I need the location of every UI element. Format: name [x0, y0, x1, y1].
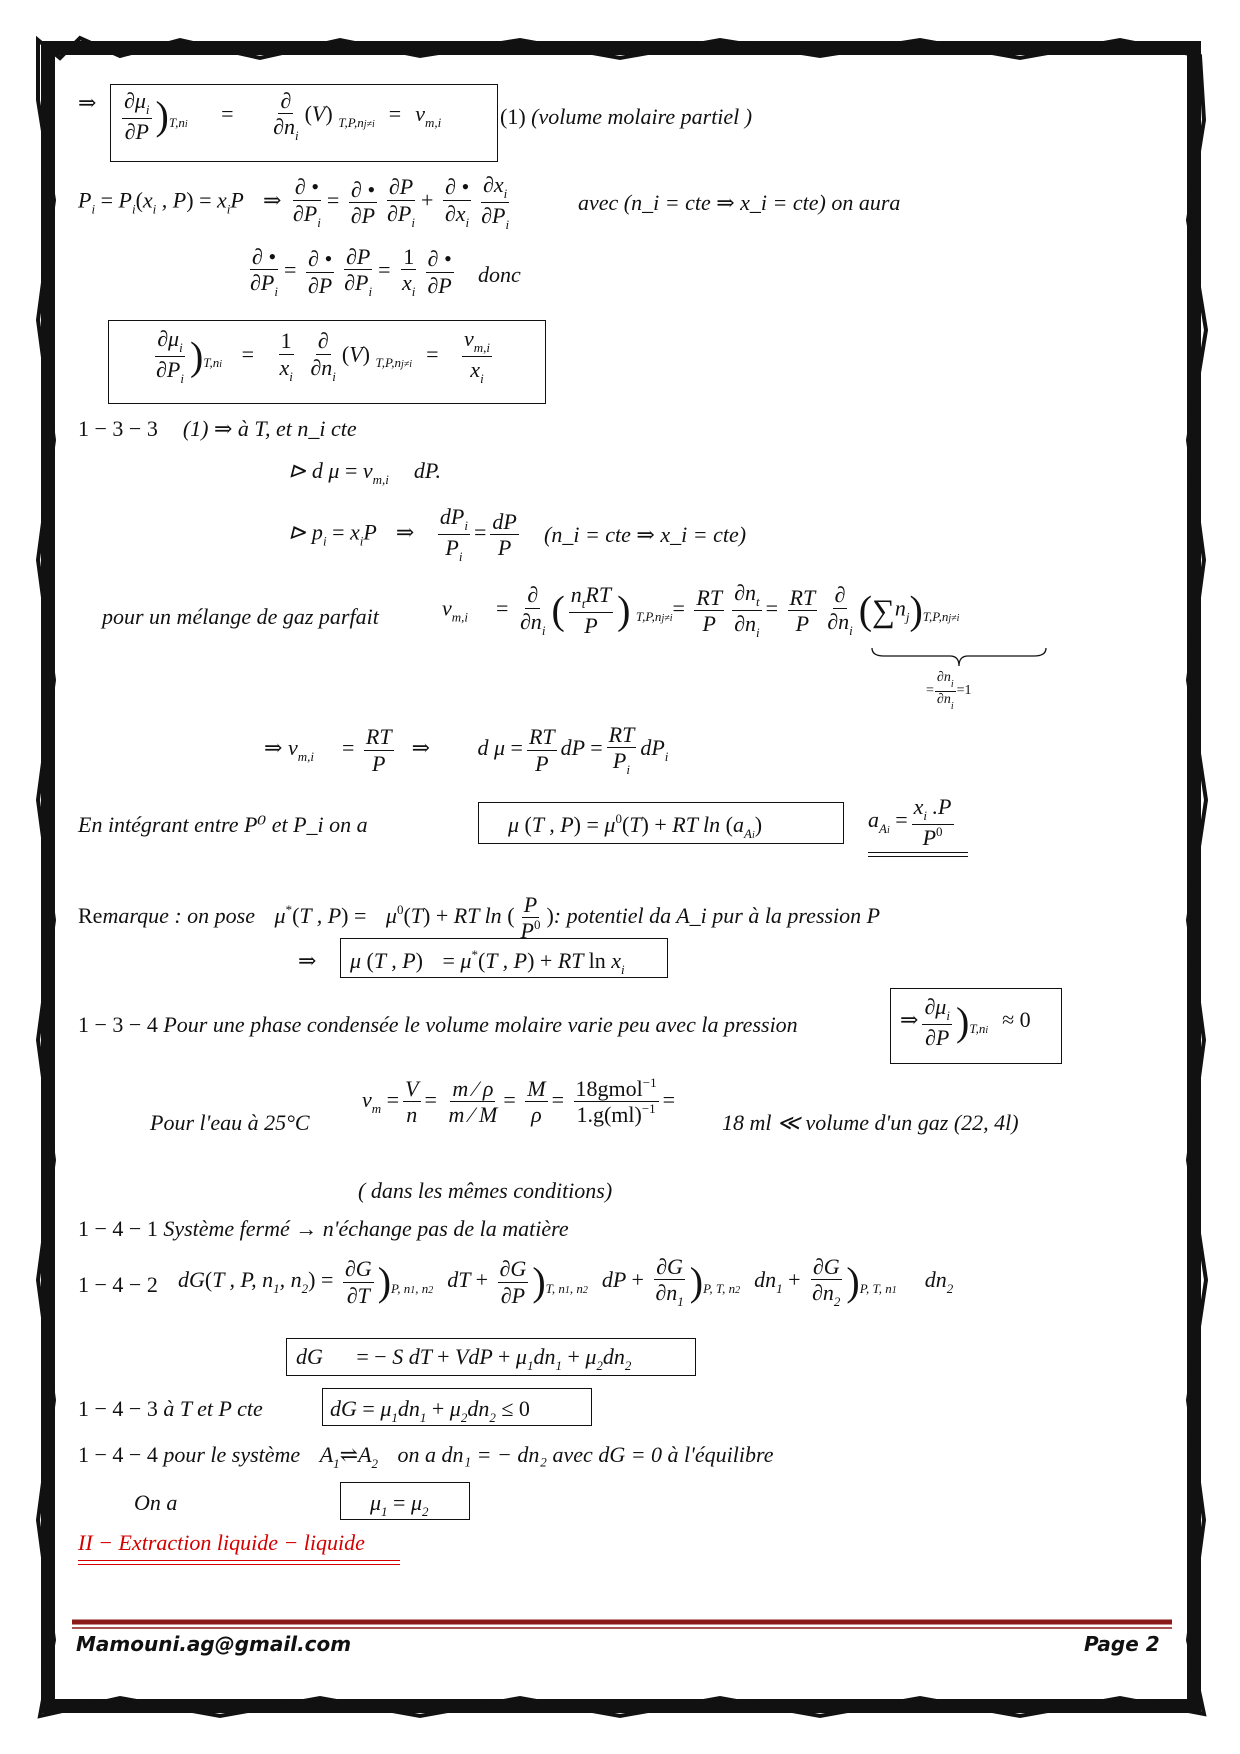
- section-1-4-1-number: 1 − 4 − 1: [78, 1216, 158, 1241]
- section-1-3-4-text: Pour une phase condensée le volume molaire varie peu avec la pression: [163, 1012, 798, 1037]
- water-conditions: ( dans les mêmes conditions): [358, 1178, 613, 1203]
- activity-underline-1: [868, 852, 968, 853]
- equation-dG: dG = − S dT + VdP + $\mu_1dn_1 + \mu_2dn_2$: [296, 1344, 632, 1373]
- remark-text: marque : on pose: [102, 902, 256, 928]
- section-1-3-4-number: 1 − 3 − 4: [78, 1012, 158, 1037]
- section-II-underline-2: [78, 1564, 400, 1565]
- ideal-gas-label: pour un mélange de gaz parfait: [102, 604, 379, 629]
- section-1-4-3-text: à T et P cte: [163, 1396, 263, 1421]
- equation-vm-RT-P: ⇒ $v_{m,i}$ = $\frac{RT}{P}$ ⇒ d μ = $\frac{RT}{P}$ dP = $\frac{RT}{P_i}$ $dP_i$: [264, 722, 669, 778]
- integrating-text: En intégrant entre P⁰ et P_i on a: [78, 812, 368, 837]
- equation-dmu-dPi: $\frac{\partial\mu_i}{\partial P_i}$ )$_{T,ni}$ = $\frac{1}{x_i}$ $\frac{\partial}{\partial n_i}$ (V) $_{T,P,nj\ne i}$ = $\frac{v_{m,i}}{x_i}$: [156, 326, 490, 386]
- on-a-label: On a: [134, 1490, 178, 1515]
- section-1-3-4: [78, 1014, 798, 1036]
- footer-email: Mamouni.ag@gmail.com: [76, 1632, 352, 1656]
- section-1-4-1: [78, 1218, 569, 1240]
- equation-dG-le-0: dG = $\mu_1dn_1 + \mu_2dn_2 \le 0$: [330, 1396, 530, 1425]
- equation-dPi-Pi: ⊳ $p_i = x_iP$ ⇒ $\frac{dP_i}{P_i}$ = $\frac{dP}{P}$: [288, 504, 517, 564]
- section-1-3-3-number: 1 − 3 − 3: [78, 416, 158, 441]
- arrow-mu-star: ⇒: [298, 948, 317, 973]
- section-1-4-4-tail: on a dn₁ = − dn₂ avec dG = 0 à l'équilibre: [397, 1442, 774, 1467]
- section-1-4-2-number: 1 − 4 − 2: [78, 1272, 158, 1297]
- water-value: 18 ml ≪ volume d'un gaz (22, 4l): [722, 1110, 1019, 1135]
- sec-1-3-3-condition: (n_i = cte ⇒ x_i = cte): [544, 522, 747, 547]
- underbrace: [870, 646, 1048, 668]
- underbrace-note: = $\frac{\partial n_i}{\partial n_i}$ =1: [926, 670, 972, 712]
- equation-derivative-chain: $\frac{\partial •}{\partial P_i}$ = $\frac{\partial •}{\partial P}$ $\frac{\partial P}{\partial P_i}$ = $\frac{1}{x_i}$ $\frac{\partial •}{\partial P}$: [250, 244, 452, 300]
- remark-lead: Re: [78, 902, 103, 928]
- eq1-content: $\frac{\partial\mu_i}{\partial P}$ )$_{T,ni}$ = $\frac{\partial}{\partial n_i}$ (V) $_{T,P,nj\ne i} = v_{m,i}$: [124, 88, 442, 144]
- section-II-underline-1: [78, 1560, 400, 1561]
- equation-dG-total: dG(T , P, $n_1$, $n_2$) = $\frac{\partial G}{\partial T}$ )$_{P, n1, n2}$ dT + $\frac{\partial G}{\partial P}$ )$_{T, n1, n2}$ dP + $\frac{\partial G}{\partial n_1}$ )$_{P, T, n2}$ $dn_1$ + $\frac{\partial G}{\partial n_2}$ )$_{P, T, n1}$ $dn_2$: [178, 1254, 954, 1310]
- section-1-4-4-number: 1 − 4 − 4: [78, 1442, 158, 1467]
- equation-water-vm: $v_m$ = $\frac{V}{n}$ = $\frac{m ⁄ \rho}{m ⁄ M}$ = $\frac{M}{\rho}$ = $\frac{18gmol^{-1}}{1.g(ml)^{-1}}$ =: [362, 1075, 676, 1128]
- equation-dmu-vm-dP: ⊳ d $\mu = v_{m,i}$ dP.: [288, 458, 442, 487]
- equation-ideal-gas-vm: $v_{m,i}$ = $\frac{\partial}{\partial n_i}$ ( $\frac{n_tRT}{P}$ ) $_{T,P,nj\ne i}$= $\frac{RT}{P}$ $\frac{\partial n_t}{\partial n_i}$ = $\frac{RT}{P}$ $\frac{\partial}{\partial n_i}$ $(\sum n_j)_{T,P,nj\ne i}$: [442, 580, 960, 640]
- eq2-text: avec (n_i = cte ⇒ x_i = cte) on aura: [578, 190, 901, 215]
- section-1-4-4: 1 − 4 − 4 pour le système $A_1\rightleftharpoons A_2$ on a dn₁ = − dn₂ avec dG = 0 à l'équilibre: [78, 1442, 774, 1471]
- section-1-4-1-text: Système fermé → n'échange pas de la matière: [163, 1216, 569, 1241]
- section-1-4-3: [78, 1398, 263, 1420]
- section-1-3-3: [78, 418, 357, 440]
- footer-page-number: Page 2: [1084, 1632, 1160, 1656]
- section-II-title: II − Extraction liquide − liquide: [78, 1530, 365, 1555]
- remark-line: Remarque : on pose μ*(T , $P) = \mu^0(T)$ + RT ln ( $\frac{P}{P^0}$ ): potentiel da A_i pur à la pression P: [78, 892, 881, 944]
- equation-mu-star: μ (T , P) = μ*(T , P) + RT $\ln x_i$: [350, 947, 625, 977]
- equation-partial-pressure: $P_i = P_i(x_i$ , $P) = x_iP$ ⇒ $\frac{\partial •}{\partial P_i}$ = $\frac{\partial •}{\partial P}$ $\frac{\partial P}{\partial P_i}$ + $\frac{\partial •}{\partial x_i}$ $\frac{\partial x_i}{\partial P_i}$: [78, 172, 510, 232]
- remark-tail: : potentiel da A_i pur à la pression P: [553, 902, 881, 928]
- eq1-comment: (volume molaire partiel ): [531, 104, 753, 129]
- equation-condensed-phase: ⇒ $\frac{\partial\mu_i}{\partial P}$ )$_{T,ni} \approx 0$: [900, 994, 1031, 1050]
- section-1-4-4-text: pour le système: [163, 1442, 301, 1467]
- section-1-4-2: [78, 1274, 158, 1296]
- section-1-4-3-number: 1 − 4 − 3: [78, 1396, 158, 1421]
- equation-activity: $a_{Ai}$ = $\frac{x_i .P}{P^0}$: [868, 794, 952, 850]
- eq3-text: donc: [478, 262, 521, 287]
- equation-mu-equal: $\mu_1 = \mu_2$: [370, 1490, 429, 1519]
- activity-underline-2: [868, 856, 968, 857]
- eq1-number: (1): [500, 104, 526, 129]
- equation-chemical-potential: μ (T , $P) = \mu^0(T)$ + RT $\ln (a_{Ai})$: [508, 811, 763, 841]
- equation-partial-molar-volume: ⇒: [78, 90, 97, 115]
- section-1-3-3-text: (1) ⇒ à T, et n_i cte: [182, 416, 357, 441]
- water-label: Pour l'eau à 25°C: [150, 1110, 310, 1135]
- eq1-tag: [500, 106, 752, 128]
